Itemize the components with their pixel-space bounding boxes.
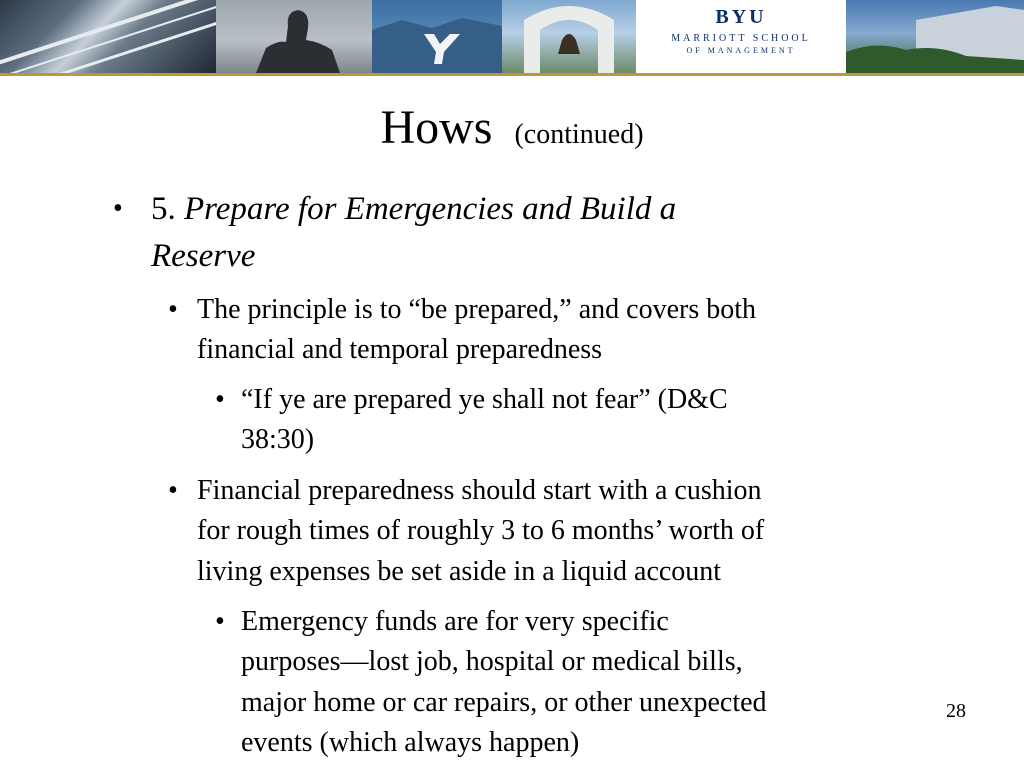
scripture-line2: 38:30)	[241, 424, 315, 455]
bullet-5-heading	[151, 191, 676, 228]
bullet-dot: •	[113, 193, 123, 224]
bullet-dot: •	[168, 294, 178, 325]
financial-line1: Financial preparedness should start with a cushion	[197, 475, 762, 506]
bullet-dot: •	[215, 384, 225, 415]
banner-divider	[0, 73, 1024, 76]
financial-line2: for rough times of roughly 3 to 6 months’ worth of	[197, 515, 765, 546]
banner-photo-statue	[216, 0, 372, 73]
slide-title	[0, 100, 1024, 155]
scripture-line1: “If ye are prepared ye shall not fear” (D&C	[241, 384, 728, 415]
banner-photo-bell	[502, 0, 636, 73]
title-main: Hows	[380, 101, 493, 154]
principle-line1: The principle is to “be prepared,” and covers both	[197, 294, 757, 325]
bullet-5-heading-cont	[151, 238, 255, 275]
emergency-line1: Emergency funds are for very specific	[241, 606, 669, 637]
banner-photo-campus	[846, 0, 1024, 73]
bullet-dot: •	[215, 606, 225, 637]
header-banner	[0, 0, 1024, 73]
financial-line3: living expenses be set aside in a liquid account	[197, 556, 722, 587]
banner-photo-y-mountain	[372, 0, 502, 73]
title-subtitle: (continued)	[514, 119, 644, 150]
bullet-5-title-line2: Reserve	[151, 238, 256, 274]
emergency-line4: events (which always happen)	[241, 727, 580, 758]
slide-number: 28	[946, 700, 966, 722]
bullet-5-number: 5.	[151, 191, 184, 227]
byu-marriott-logo: BYU MARRIOTT SCHOOL OF MANAGEMENT	[636, 0, 846, 73]
bullet-dot: •	[168, 475, 178, 506]
emergency-line2: purposes—lost job, hospital or medical bills,	[241, 646, 743, 677]
emergency-line3: major home or car repairs, or other unexpected	[241, 687, 767, 718]
bullet-5-title-line1: Prepare for Emergencies and Build a	[184, 191, 677, 227]
principle-line2: financial and temporal preparedness	[197, 334, 603, 365]
banner-photo-building	[0, 0, 216, 73]
